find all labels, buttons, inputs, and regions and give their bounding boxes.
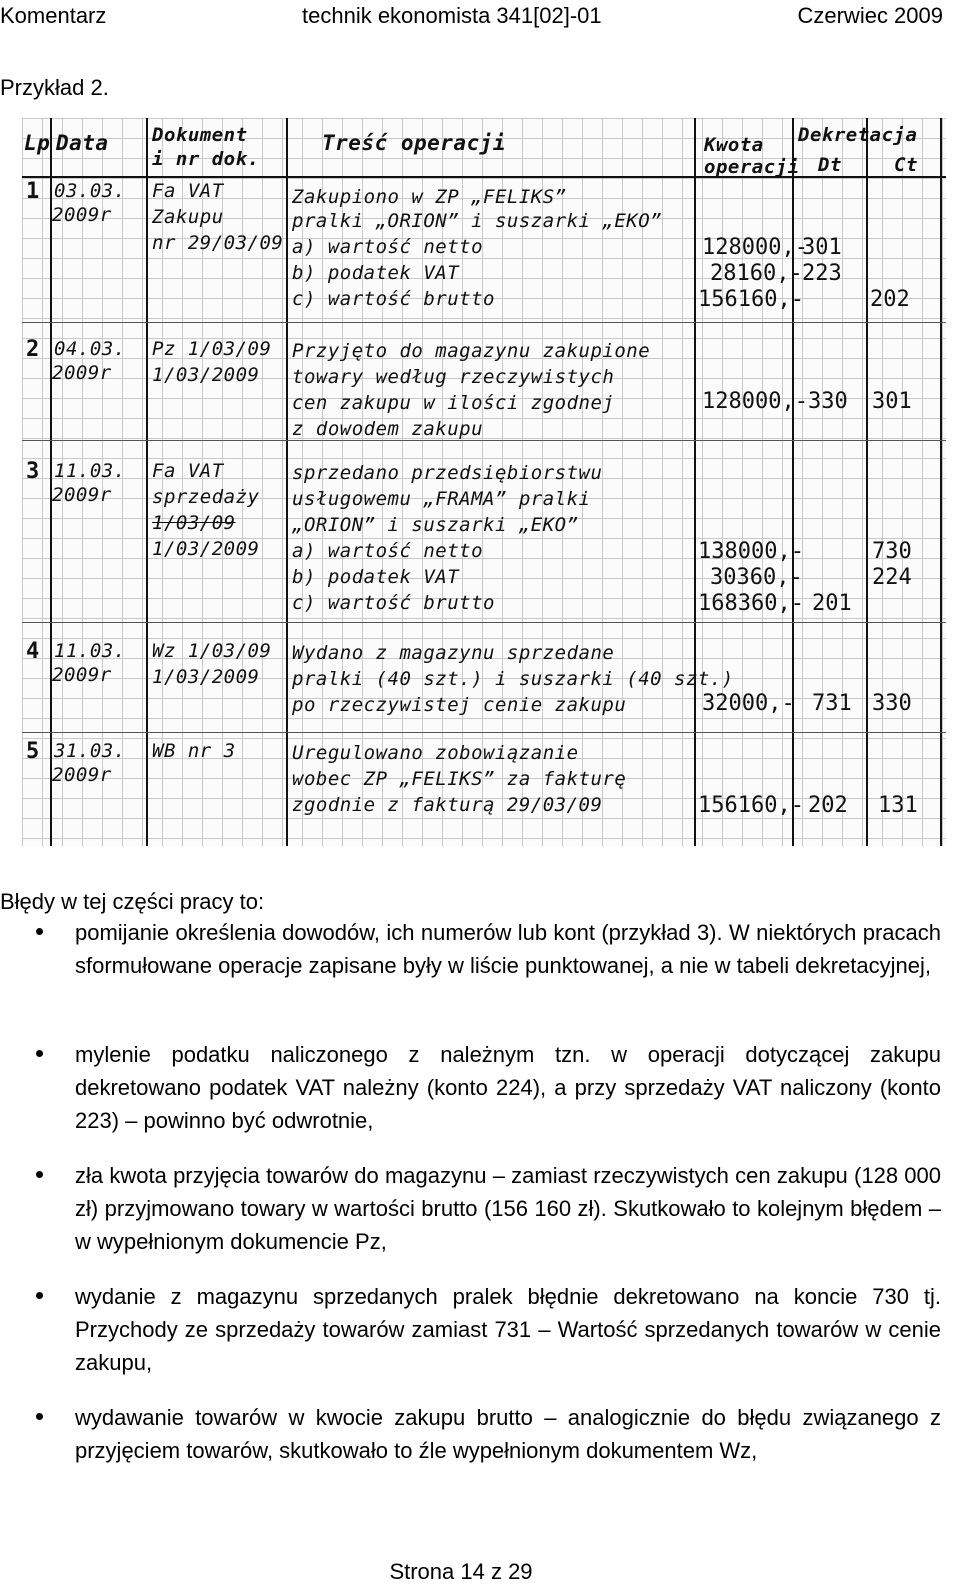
list-item-text: mylenie podatku naliczonego z należnym tzn. w operacji dotyczącej zakupu dekretowano podatek VAT należny (konto 224), a przy sprzedaży VAT naliczony (konto 223) – powinno być odwrotnie, <box>75 1042 941 1133</box>
handwritten-ledger <box>22 118 946 846</box>
entry-date: 04.03. <box>54 338 126 360</box>
entry-amount: 28160,- <box>710 261 803 286</box>
entry-dt: 223 <box>802 261 842 286</box>
entry-doc: Pz 1/03/09 <box>152 338 272 360</box>
header-date: Data <box>56 131 109 155</box>
errors-title: Błędy w tej części pracy to: <box>0 889 265 914</box>
entry-number: 1 <box>26 179 40 204</box>
entry-content: pralki „ORION” i suszarki „EKO” <box>292 210 663 232</box>
entry-doc: Wz 1/03/09 <box>152 640 272 662</box>
bullet-icon <box>36 1050 43 1057</box>
header-document: Dokument <box>152 124 248 146</box>
entry-doc: 1/03/2009 <box>152 364 260 386</box>
entry-number: 3 <box>26 459 40 484</box>
entry-ct: 301 <box>872 389 912 414</box>
header-center: technik ekonomista 341[02]-01 <box>302 3 602 28</box>
entry-date: 31.03. <box>54 740 126 762</box>
column-divider <box>940 118 942 846</box>
entry-content: z dowodem zakupu <box>292 418 484 440</box>
entry-content: c) wartość brutto <box>292 592 495 614</box>
entry-doc: WB nr 3 <box>152 740 236 762</box>
header-posting: Dekretacja <box>798 124 918 146</box>
header-right: Czerwiec 2009 <box>797 3 943 28</box>
row-divider <box>22 440 946 441</box>
entry-date-year: 2009r <box>52 664 112 686</box>
entry-amount: 32000,- <box>702 691 795 716</box>
bullet-icon <box>36 928 43 935</box>
entry-content: b) podatek VAT <box>292 566 460 588</box>
row-divider <box>22 622 946 623</box>
entry-dt: 202 <box>808 793 848 818</box>
bullet-icon <box>36 1171 43 1178</box>
entry-date: 03.03. <box>54 180 126 202</box>
entry-amount: 156160,- <box>698 287 804 312</box>
column-divider <box>50 118 52 846</box>
entry-doc-crossed: 1/03/09 <box>152 512 236 534</box>
entry-date: 11.03. <box>54 460 126 482</box>
column-divider <box>146 118 148 846</box>
entry-dt: 330 <box>808 389 848 414</box>
entry-amount: 30360,- <box>710 565 803 590</box>
entry-content: usługowemu „FRAMA” pralki <box>292 488 591 510</box>
example-title: Przykład 2. <box>0 75 109 100</box>
bullet-icon <box>36 1292 43 1299</box>
entry-content: Przyjęto do magazynu zakupione <box>292 340 651 362</box>
list-item-text: zła kwota przyjęcia towarów do magazynu – zamiast rzeczywistych cen zakupu (128 000 zł) przyjmowano towary w wartości brutto (156 160 zł). Skutkowało to kolejnym błędem – w wypełnionym dokumencie Pz, <box>75 1163 941 1254</box>
entry-content: c) wartość brutto <box>292 288 495 310</box>
row-divider <box>22 322 946 323</box>
entry-doc: Fa VAT <box>152 460 224 482</box>
entry-dt: 201 <box>812 591 852 616</box>
header-document-2: i nr dok. <box>152 148 260 170</box>
entry-content: Zakupiono w ZP „FELIKS” <box>292 186 567 208</box>
column-divider <box>286 118 288 846</box>
entry-content: Wydano z magazynu sprzedane <box>292 642 615 664</box>
entry-content: po rzeczywistej cenie zakupu <box>292 694 627 716</box>
entry-amount: 168360,- <box>698 591 804 616</box>
entry-content: b) podatek VAT <box>292 262 460 284</box>
entry-content: zgodnie z fakturą 29/03/09 <box>292 794 603 816</box>
header-dt: Dt <box>818 154 842 176</box>
page-header <box>0 0 960 32</box>
entry-ct: 224 <box>872 565 912 590</box>
entry-content: pralki (40 szt.) i suszarki (40 szt.) <box>292 668 734 690</box>
entry-dt: 301 <box>802 235 842 260</box>
list-item-text: pomijanie określenia dowodów, ich numerów lub kont (przykład 3). W niektórych pracach sformułowane operacje zapisane były w liście punktowanej, a nie w tabeli dekretacyjnej, <box>75 920 941 978</box>
header-left: Komentarz <box>0 3 107 28</box>
header-amount-2: operacji <box>704 156 800 178</box>
list-item-text: wydanie z magazynu sprzedanych pralek błędnie dekretowano na koncie 730 tj. Przychody ze sprzedaży towarów zamiast 731 – Wartość sprzedanych towarów w cenie zakupu, <box>75 1284 941 1375</box>
entry-date-year: 2009r <box>52 362 112 384</box>
entry-ct: 730 <box>872 539 912 564</box>
entry-content: towary według rzeczywistych <box>292 366 615 388</box>
page-footer <box>0 1558 960 1586</box>
entry-doc: Zakupu <box>152 206 224 228</box>
entry-content: cen zakupu w ilości zgodnej <box>292 392 615 414</box>
entry-ct: 131 <box>878 793 918 818</box>
header-amount: Kwota <box>704 134 764 156</box>
header-content: Treść operacji <box>322 131 507 155</box>
entry-doc: 1/03/2009 <box>152 538 260 560</box>
entry-amount: 138000,- <box>698 539 804 564</box>
entry-number: 5 <box>26 739 40 764</box>
entry-number: 2 <box>26 337 40 362</box>
entry-date-year: 2009r <box>52 204 112 226</box>
list-item-text: wydawanie towarów w kwocie zakupu brutto – analogicznie do błędu związanego z przyjęciem towarów, skutkowało to źle wypełnionym dokumentem Wz, <box>75 1405 941 1463</box>
header-ct: Ct <box>894 154 918 176</box>
entry-date-year: 2009r <box>52 484 112 506</box>
entry-doc: sprzedaży <box>152 486 260 508</box>
entry-dt: 731 <box>812 691 852 716</box>
entry-content: a) wartość netto <box>292 236 484 258</box>
entry-content: sprzedano przedsiębiorstwu <box>292 462 603 484</box>
entry-date: 11.03. <box>54 640 126 662</box>
header-lp: Lp <box>24 131 51 155</box>
entry-amount: 128000,- <box>702 235 808 260</box>
entry-amount: 156160,- <box>698 793 804 818</box>
entry-content: Uregulowano zobowiązanie <box>292 742 579 764</box>
entry-doc: 1/03/2009 <box>152 666 260 688</box>
entry-doc: Fa VAT <box>152 180 224 202</box>
entry-content: wobec ZP „FELIKS” za fakturę <box>292 768 627 790</box>
column-divider <box>866 118 868 846</box>
entry-number: 4 <box>26 639 40 664</box>
column-divider <box>694 118 696 846</box>
row-divider <box>22 732 946 733</box>
entry-ct: 330 <box>872 691 912 716</box>
entry-doc: nr 29/03/09 <box>152 232 284 254</box>
entry-content: a) wartość netto <box>292 540 484 562</box>
entry-ct: 202 <box>870 287 910 312</box>
entry-date-year: 2009r <box>52 764 112 786</box>
header-divider <box>22 176 946 178</box>
bullet-icon <box>36 1413 43 1420</box>
column-divider <box>792 118 794 846</box>
entry-content: „ORION” i suszarki „EKO” <box>292 514 579 536</box>
page-number: Strona 14 z 29 <box>389 1559 533 1584</box>
entry-amount: 128000,- <box>702 389 808 414</box>
